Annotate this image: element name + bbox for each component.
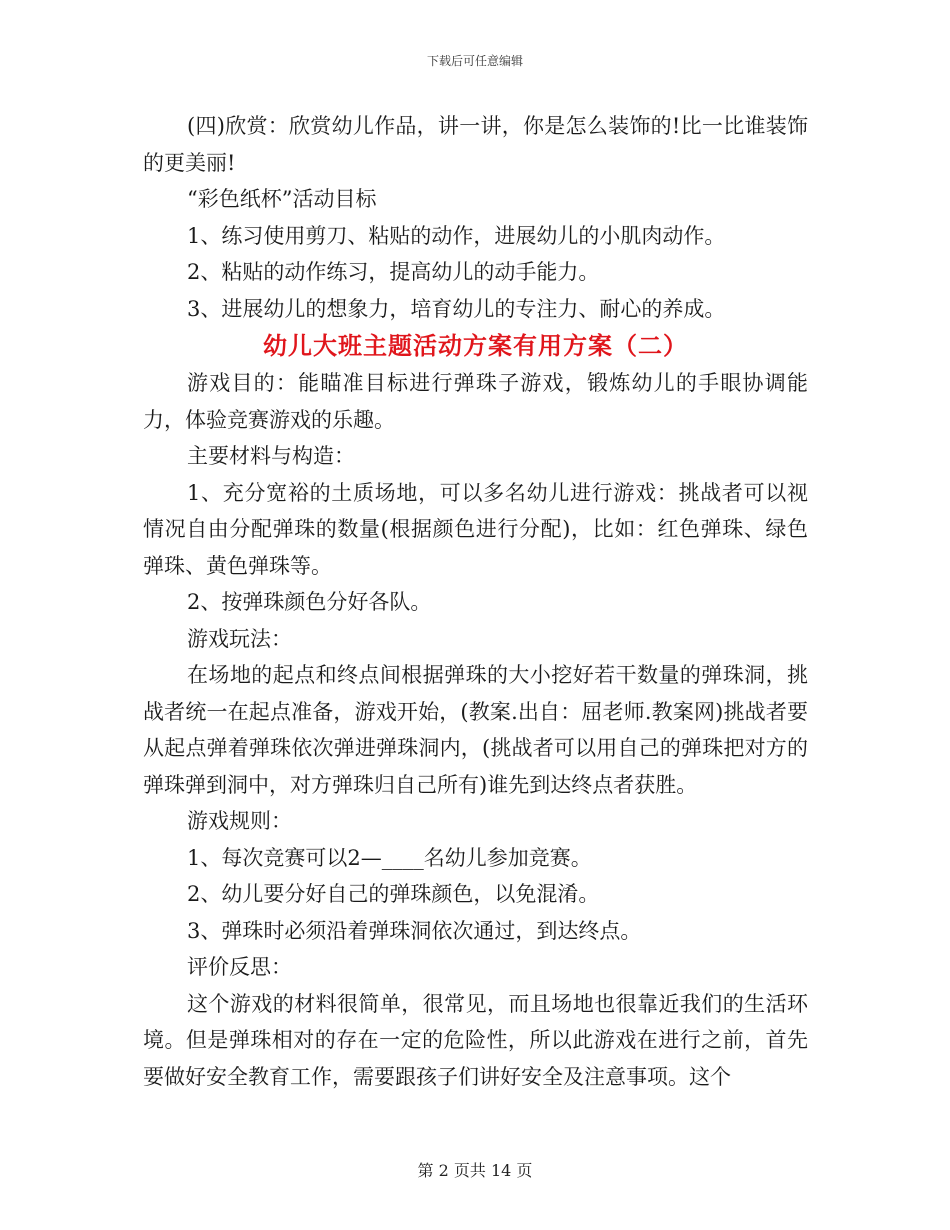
rule-item-1: 1、每次竞赛可以2—____名幼儿参加竞赛。: [187, 845, 592, 870]
goal-item-3: 3、进展幼儿的想象力，培育幼儿的专注力、耐心的养成。: [187, 296, 726, 321]
page-footer: 第 2 页共 14 页: [417, 1161, 533, 1180]
goals-heading: “彩色纸杯”活动目标: [187, 187, 377, 211]
rule-item-3: 3、弹珠时必须沿着弹珠洞依次通过，到达终点。: [187, 918, 642, 943]
section-title: 幼儿大班主题活动方案有用方案（二）: [263, 332, 688, 360]
rule-item-2: 2、幼儿要分好自己的弹珠颜色，以免混淆。: [187, 882, 600, 906]
document-body: [143, 108, 808, 1095]
goal-item-1: 1、练习使用剪刀、粘贴的动作，进展幼儿的小肌肉动作。: [187, 223, 726, 248]
appreciation-paragraph: (四)欣赏：欣赏幼儿作品，讲一讲，你是怎么装饰的!比一比谁装饰的更美丽!: [143, 114, 808, 175]
materials-heading: 主要材料与构造：: [187, 444, 355, 468]
reflection-paragraph: 这个游戏的材料很简单，很常见，而且场地也很靠近我们的生活环境。但是弹珠相对的存在一定的危险性，所以此游戏在进行之前，首先要做好安全教育工作，需要跟孩子们讲好安全及注意事项。这个: [143, 991, 808, 1089]
game-purpose-paragraph: 游戏目的：能瞄准目标进行弹珠子游戏，锻炼幼儿的手眼协调能力，体验竞赛游戏的乐趣。: [143, 371, 808, 432]
materials-item-1: 1、充分宽裕的土质场地，可以多名幼儿进行游戏：挑战者可以视情况自由分配弹珠的数量(根据颜色进行分配)，比如：红色弹珠、绿色弹珠、黄色弹珠等。: [143, 480, 808, 578]
rules-heading: 游戏规则：: [187, 809, 292, 833]
reflection-heading: 评价反思：: [187, 955, 292, 979]
play-heading: 游戏玩法：: [187, 626, 292, 651]
play-paragraph: 在场地的起点和终点间根据弹珠的大小挖好若干数量的弹珠洞，挑战者统一在起点准备，游戏开始，(教案.出自：屈老师.教案网)挑战者要从起点弹着弹珠依次弹进弹珠洞内，(挑战者可以用自己的弹珠把对方的弹珠弹到洞中，对方弹珠归自己所有)谁先到达终点者获胜。: [143, 663, 808, 797]
materials-item-2: 2、按弹珠颜色分好各队。: [187, 590, 432, 614]
page-header: 下载后可任意编辑: [426, 54, 523, 68]
goal-item-2: 2、粘贴的动作练习，提高幼儿的动手能力。: [187, 260, 600, 284]
